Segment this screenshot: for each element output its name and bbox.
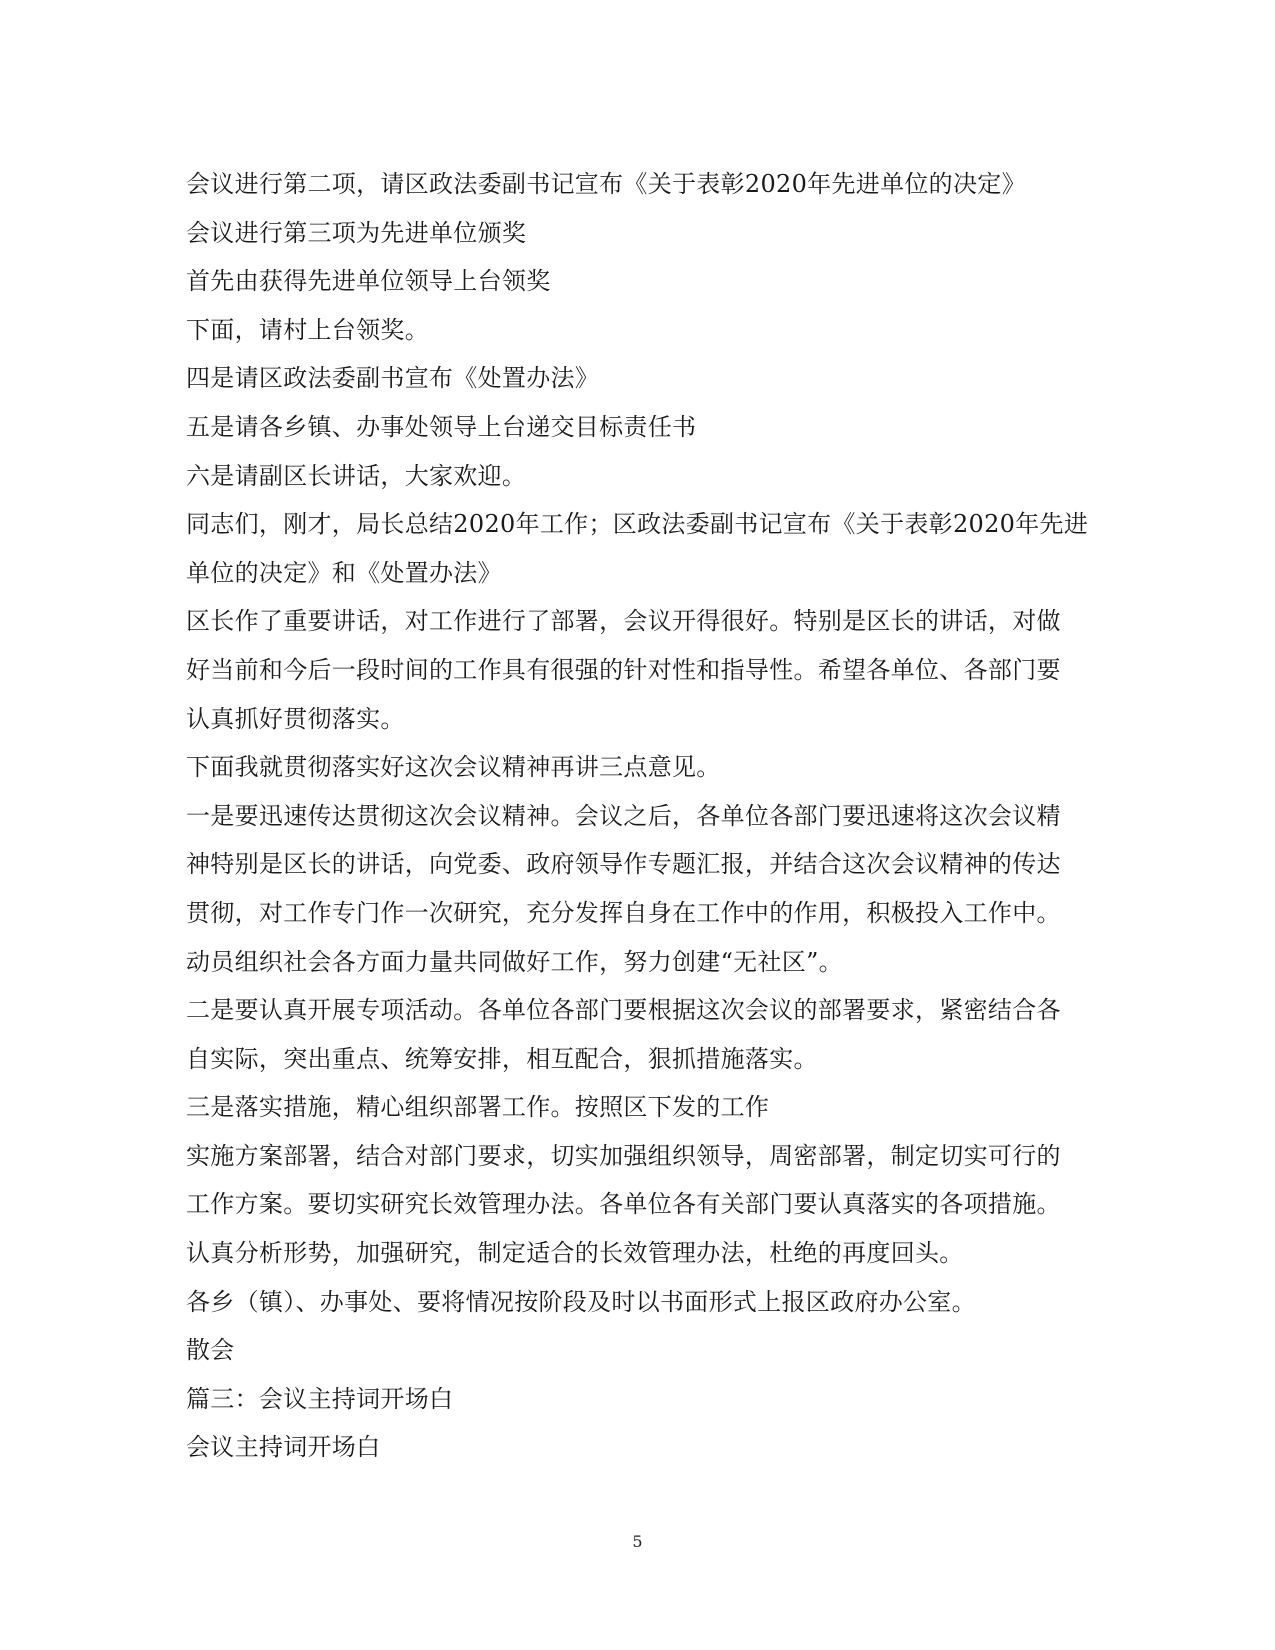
text-line: 神特别是区长的讲话，向党委、政府领导作专题汇报，并结合这次会议精神的传达 — [186, 850, 1061, 879]
text-line: 会议主持词开场白 — [186, 1433, 381, 1462]
text-line: 贯彻，对工作专门作一次研究，充分发挥自身在工作中的作用，积极投入工作中。 — [186, 898, 1061, 927]
text-line: 四是请区政法委副书宣布《处置办法》 — [186, 364, 600, 393]
text-line: 会议进行第三项为先进单位颁奖 — [186, 218, 527, 247]
text-line: 好当前和今后一段时间的工作具有很强的针对性和指导性。希望各单位、各部门要 — [186, 655, 1061, 684]
text-line: 实施方案部署，结合对部门要求，切实加强组织领导，周密部署，制定切实可行的 — [186, 1141, 1061, 1170]
text-line: 同志们，刚才，局长总结2020年工作；区政法委副书记宣布《关于表彰2020年先进 — [186, 510, 1089, 539]
text-line: 会议进行第二项，请区政法委副书记宣布《关于表彰2020年先进单位的决定》 — [186, 170, 1026, 198]
page-number: 5 — [632, 1532, 643, 1551]
text-line: 首先由获得先进单位领导上台领奖 — [186, 267, 551, 296]
text-line: 下面我就贯彻落实好这次会议精神再讲三点意见。 — [186, 753, 721, 782]
text-line: 五是请各乡镇、办事处领导上台递交目标责任书 — [186, 412, 697, 441]
text-line: 区长作了重要讲话，对工作进行了部署，会议开得很好。特别是区长的讲话，对做 — [186, 607, 1061, 636]
text-line: 各乡（镇）、办事处、要将情况按阶段及时以书面形式上报区政府办公室。 — [186, 1287, 976, 1316]
text-line: 认真抓好贯彻落实。 — [186, 704, 405, 733]
text-line: 一是要迅速传达贯彻这次会议精神。会议之后，各单位各部门要迅速将这次会议精 — [186, 801, 1061, 830]
text-line: 动员组织社会各方面力量共同做好工作，努力创建“无社区”。 — [186, 947, 843, 976]
document-body — [186, 160, 1091, 1472]
section-heading: 篇三：会议主持词开场白 — [186, 1384, 454, 1413]
text-line: 自实际，突出重点、统筹安排，相互配合，狠抓措施落实。 — [186, 1044, 818, 1073]
text-line: 单位的决定》和《处置办法》 — [186, 558, 502, 587]
text-line: 下面，请村上台领奖。 — [186, 315, 429, 344]
text-line: 三是落实措施，精心组织部署工作。按照区下发的工作 — [186, 1093, 770, 1122]
text-line: 二是要认真开展专项活动。各单位各部门要根据这次会议的部署要求，紧密结合各 — [186, 996, 1061, 1025]
text-line: 工作方案。要切实研究长效管理办法。各单位各有关部门要认真落实的各项措施。 — [186, 1190, 1061, 1219]
text-line: 六是请副区长讲话，大家欢迎。 — [186, 461, 527, 490]
text-line: 认真分析形势，加强研究，制定适合的长效管理办法，杜绝的再度回头。 — [186, 1239, 964, 1268]
text-line: 散会 — [186, 1336, 235, 1365]
